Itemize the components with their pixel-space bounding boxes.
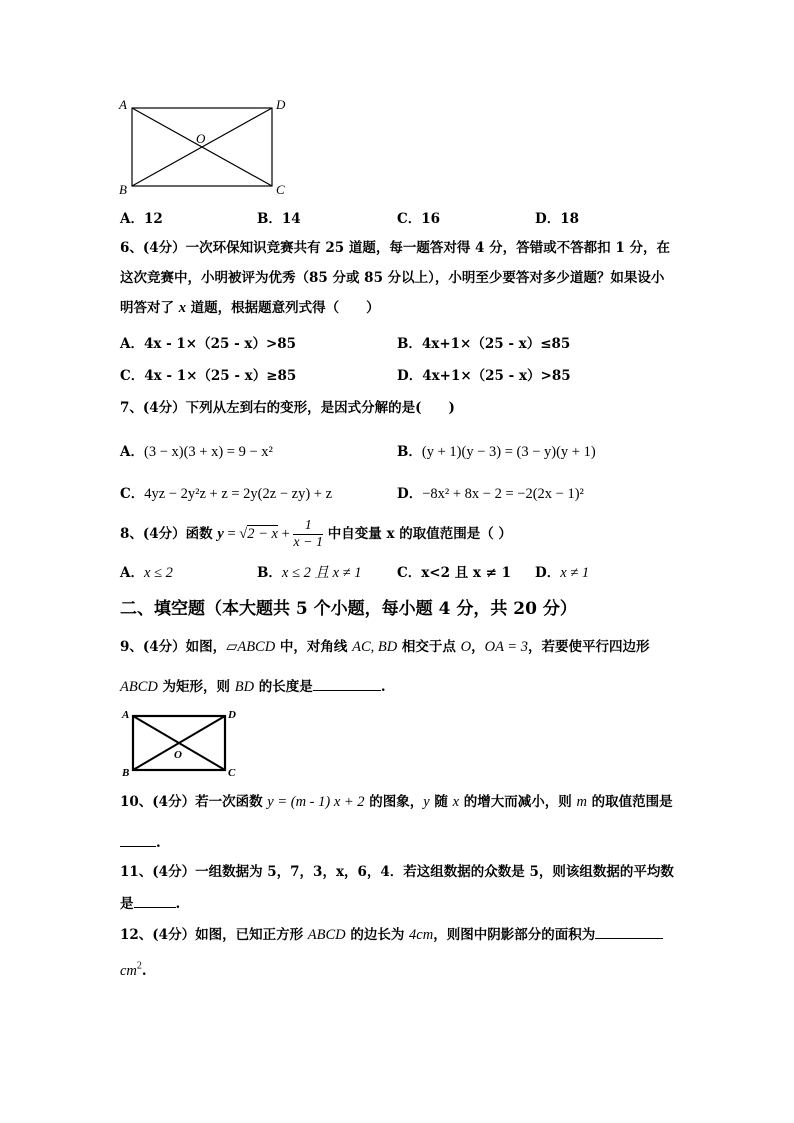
q9-l2b: 为矩形，则 bbox=[157, 679, 235, 695]
q5-option-c: C．16 bbox=[397, 211, 441, 227]
q6-line-1: 6、(4分）一次环保知识竞赛共有 25 道题，每一题答对得 4 分，答错或不答都扣 1 分，在 bbox=[120, 240, 670, 256]
q10-l1a: 10、(4分）若一次函数 bbox=[120, 794, 268, 810]
q8-post: 中自变量 x 的取值范围是（ ） bbox=[323, 526, 512, 542]
q9-vertex-b: B bbox=[122, 767, 130, 779]
q6-option-b: B．4x+1×（25 - x）≤85 bbox=[397, 336, 571, 352]
q9-vertex-a: A bbox=[122, 709, 130, 721]
q10-line-1 bbox=[120, 792, 673, 812]
q7-option-a-label: A． bbox=[120, 444, 144, 460]
q12-unit-cm: cm bbox=[120, 963, 137, 979]
q10-l1g: 的增大而减小，则 bbox=[459, 794, 577, 810]
q6-option-c: C．4x - 1×（25 - x）≥85 bbox=[120, 368, 297, 384]
q7-option-d bbox=[397, 482, 584, 503]
q5-option-a: A．12 bbox=[120, 211, 163, 227]
q8-radicand: 2 − x bbox=[247, 526, 278, 542]
q8-option-b bbox=[257, 561, 361, 582]
q12-line-1 bbox=[120, 924, 663, 945]
q8-option-d bbox=[535, 561, 589, 582]
q7-option-d-label: D． bbox=[397, 486, 423, 502]
vertex-label-a: A bbox=[119, 97, 127, 112]
q9-line-1 bbox=[120, 637, 649, 657]
q8-option-d-expr: x ≠ 1 bbox=[560, 565, 590, 581]
q12-abcd: ABCD bbox=[307, 927, 346, 943]
q10-l1e: 随 bbox=[429, 794, 453, 810]
q10-l1c: 的图象， bbox=[364, 794, 424, 810]
q8-option-b-expr: x ≤ 2 且 x ≠ 1 bbox=[281, 565, 362, 581]
rectangle-figure-top bbox=[112, 94, 292, 198]
q8-option-a-label: A． bbox=[120, 565, 144, 581]
q9-center-o: O bbox=[174, 749, 182, 761]
q9-l1e: 相交于点 bbox=[397, 639, 461, 655]
q8-plus: + bbox=[277, 526, 294, 542]
q12-unit-exponent: 2 bbox=[136, 960, 142, 972]
q8-option-c-label: C． bbox=[397, 565, 422, 581]
q9-line-2 bbox=[120, 676, 386, 697]
q10-answer-blank[interactable] bbox=[120, 832, 156, 847]
q5-option-d: D．18 bbox=[535, 211, 579, 227]
q10-m: m bbox=[576, 794, 587, 810]
q11-l2a: 是 bbox=[120, 896, 134, 912]
q9-bd: BD bbox=[234, 679, 255, 695]
q9-vertex-d: D bbox=[228, 709, 236, 721]
q10-l1i: 的取值范围是 bbox=[586, 794, 673, 810]
q8-eq: = bbox=[223, 526, 240, 542]
q8-fraction bbox=[293, 518, 323, 551]
q8-pre: 8、(4分）函数 bbox=[120, 526, 218, 542]
q8-option-a bbox=[120, 561, 173, 582]
q9-l1c: 中，对角线 bbox=[275, 639, 353, 655]
q7-option-c-label: C． bbox=[120, 486, 145, 502]
q6-option-a: A．4x - 1×（25 - x）>85 bbox=[120, 336, 297, 352]
vertex-label-c: C bbox=[276, 182, 285, 197]
vertex-label-b: B bbox=[119, 182, 127, 197]
q8-sqrt: √ bbox=[239, 526, 248, 542]
q7-option-a bbox=[120, 440, 273, 461]
q6-line-3a: 明答对了 bbox=[120, 300, 179, 316]
q8-stem bbox=[120, 514, 512, 554]
q10-function: y = (m - 1) x + 2 bbox=[267, 794, 365, 810]
q12-l2c: . bbox=[141, 963, 147, 979]
q7-option-a-expr: (3 − x)(3 + x) = 9 − x² bbox=[143, 444, 273, 460]
q8-option-c bbox=[397, 561, 511, 581]
q8-var-y: y bbox=[217, 526, 224, 542]
q11-l2b: . bbox=[175, 896, 181, 912]
q10-y: y bbox=[423, 794, 430, 810]
q12-answer-blank[interactable] bbox=[595, 924, 663, 939]
q9-parallelogram: ▱ABCD bbox=[226, 639, 276, 655]
q8-denominator: x − 1 bbox=[293, 535, 324, 550]
vertex-label-d: D bbox=[276, 97, 286, 112]
center-label-o: O bbox=[196, 131, 206, 146]
q9-oa-eq: OA = 3 bbox=[484, 639, 528, 655]
q9-abcd: ABCD bbox=[120, 679, 158, 695]
q10-line-2 bbox=[120, 832, 161, 853]
q8-option-a-expr: x ≤ 2 bbox=[143, 565, 173, 581]
rectangle-figure-q9 bbox=[118, 706, 244, 780]
q12-l1e: ，则图中阴影部分的面积为 bbox=[433, 927, 596, 943]
q6-var-x: x bbox=[178, 300, 186, 316]
q7-option-d-expr: −8x² + 8x − 2 = −2(2x − 1)² bbox=[422, 486, 584, 502]
q6-option-d: D．4x+1×（25 - x）>85 bbox=[397, 368, 571, 384]
q11-line-1: 11、(4分）一组数据为 5，7，3，x，6，4．若这组数据的众数是 5，则该组数据的平均数 bbox=[120, 864, 674, 880]
q7-option-b bbox=[397, 440, 596, 461]
q12-side-length: 4cm bbox=[409, 927, 434, 943]
q9-diagonals: AC, BD bbox=[352, 639, 398, 655]
q5-option-b: B．14 bbox=[257, 211, 301, 227]
q7-option-b-expr: (y + 1)(y − 3) = (3 − y)(y + 1) bbox=[421, 444, 596, 460]
q8-option-c-expr: x<2 且 x ≠ 1 bbox=[421, 565, 512, 581]
q7-stem: 7、(4分）下列从左到右的变形，是因式分解的是( ) bbox=[120, 400, 455, 416]
q9-l2e: . bbox=[380, 679, 386, 695]
q7-option-b-label: B． bbox=[397, 444, 422, 460]
q6-line-3 bbox=[120, 298, 380, 318]
q9-l2d: 的长度是 bbox=[254, 679, 313, 695]
q12-l1c: 的边长为 bbox=[345, 927, 410, 943]
q7-option-c bbox=[120, 482, 332, 503]
q8-option-b-label: B． bbox=[257, 565, 282, 581]
q9-l1a: 9、(4分）如图， bbox=[120, 639, 227, 655]
q6-line-2: 这次竞赛中，小明被评为优秀（85 分或 85 分以上），小明至少要答对多少道题？如果设小 bbox=[120, 270, 665, 286]
q8-option-d-label: D． bbox=[535, 565, 561, 581]
q10-l2: . bbox=[156, 835, 161, 851]
q11-answer-blank[interactable] bbox=[134, 893, 176, 908]
q7-option-c-expr: 4yz − 2y²z + z = 2y(2z − zy) + z bbox=[144, 486, 333, 502]
q11-line-2 bbox=[120, 893, 180, 914]
q9-answer-blank[interactable] bbox=[313, 676, 381, 691]
q12-line-2 bbox=[120, 960, 147, 981]
q9-point-o: O bbox=[460, 639, 472, 655]
q8-numerator: 1 bbox=[293, 518, 323, 535]
section-2-heading: 二、填空题（本大题共 5 个小题，每小题 4 分，共 20 分） bbox=[120, 599, 577, 619]
q9-vertex-c: C bbox=[228, 767, 236, 779]
q9-l1g: ， bbox=[471, 639, 485, 655]
q12-l1a: 12、(4分）如图，已知正方形 bbox=[120, 927, 308, 943]
q10-x: x bbox=[452, 794, 460, 810]
q6-line-3b: 道题，根据题意列式得（ ） bbox=[185, 300, 380, 316]
q9-l1i: ，若要使平行四边形 bbox=[527, 639, 650, 655]
